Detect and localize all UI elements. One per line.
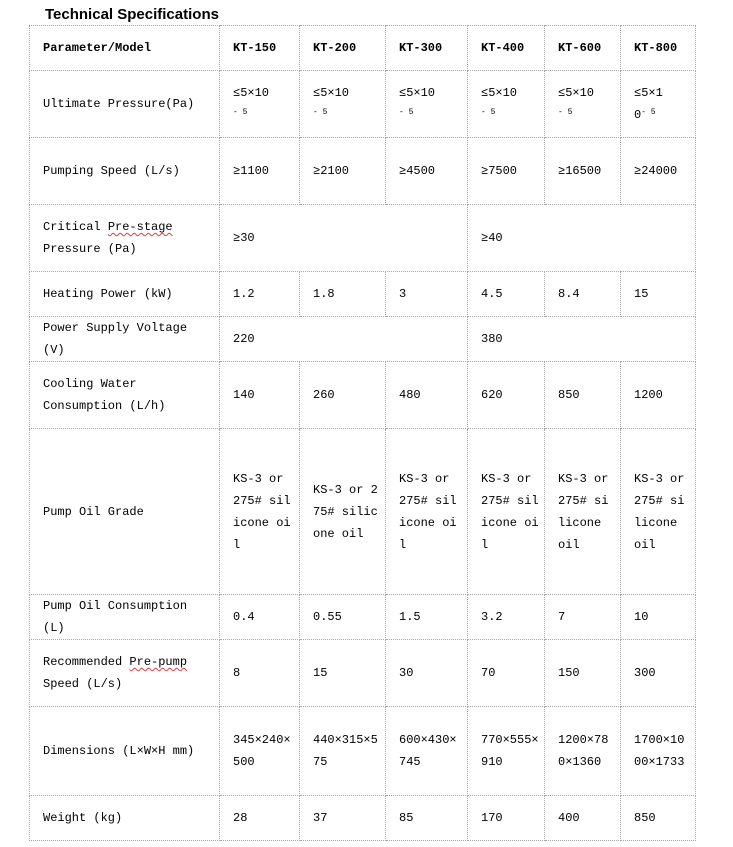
cell-oil-consumption-kt200: 0.55 xyxy=(300,595,386,640)
header-model-kt800: KT-800 xyxy=(621,26,696,71)
parameter-dimensions: Dimensions (L×W×H mm) xyxy=(30,707,220,796)
parameter-text-spellcheck: Pre-pump xyxy=(129,655,188,669)
value-main: ≤5×10 xyxy=(558,86,595,100)
cell-ultimate-pressure-kt200 xyxy=(300,71,386,138)
cell-heating-power-kt150: 1.2 xyxy=(220,272,300,317)
parameter-power-supply-voltage: Power Supply Voltage (V) xyxy=(30,317,220,362)
cell-oil-grade-kt400: KS-3 or 275# silicone oil xyxy=(468,429,545,595)
value-exponent: - 5 xyxy=(313,108,328,117)
cell-ultimate-pressure-kt800 xyxy=(621,71,696,138)
cell-dimensions-kt800: 1700×1000×1733 xyxy=(621,707,696,796)
value-exponent: - 5 xyxy=(481,108,496,117)
cell-pumping-speed-kt150: ≥1100 xyxy=(220,138,300,205)
value-exponent: - 5 xyxy=(399,108,414,117)
cell-pumping-speed-kt800: ≥24000 xyxy=(621,138,696,205)
value-exponent: - 5 xyxy=(233,108,248,117)
parameter-text: Recommended xyxy=(43,655,130,669)
cell-heating-power-kt600: 8.4 xyxy=(545,272,621,317)
parameter-pump-oil-consumption: Pump Oil Consumption (L) xyxy=(30,595,220,640)
cell-dimensions-kt600: 1200×780×1360 xyxy=(545,707,621,796)
value-main: ≤5×1 xyxy=(634,86,663,100)
table-row-dimensions xyxy=(30,707,696,796)
cell-oil-consumption-kt600: 7 xyxy=(545,595,621,640)
cell-prepump-speed-kt150: 8 xyxy=(220,640,300,707)
cell-critical-prestage-kt150-300: ≥30 xyxy=(220,205,468,272)
header-parameter: Parameter/Model xyxy=(30,26,220,71)
cell-heating-power-kt400: 4.5 xyxy=(468,272,545,317)
parameter-text: Speed (L/s) xyxy=(43,677,123,691)
value-main: ≤5×10 xyxy=(481,86,518,100)
cell-oil-consumption-kt300: 1.5 xyxy=(386,595,468,640)
cell-prepump-speed-kt400: 70 xyxy=(468,640,545,707)
cell-weight-kt150: 28 xyxy=(220,796,300,841)
cell-cooling-water-kt400: 620 xyxy=(468,362,545,429)
parameter-prepump-speed xyxy=(30,640,220,707)
table-row-ultimate-pressure xyxy=(30,71,696,138)
table-row-cooling-water xyxy=(30,362,696,429)
cell-heating-power-kt300: 3 xyxy=(386,272,468,317)
value-main: ≤5×10 xyxy=(399,86,436,100)
cell-pumping-speed-kt600: ≥16500 xyxy=(545,138,621,205)
table-row-pump-oil-consumption xyxy=(30,595,696,640)
cell-oil-grade-kt200: KS-3 or 275# silicone oil xyxy=(300,429,386,595)
header-model-kt300: KT-300 xyxy=(386,26,468,71)
cell-dimensions-kt200: 440×315×575 xyxy=(300,707,386,796)
table-row-heating-power xyxy=(30,272,696,317)
cell-pumping-speed-kt300: ≥4500 xyxy=(386,138,468,205)
cell-weight-kt400: 170 xyxy=(468,796,545,841)
header-model-kt150: KT-150 xyxy=(220,26,300,71)
cell-cooling-water-kt800: 1200 xyxy=(621,362,696,429)
header-model-kt400: KT-400 xyxy=(468,26,545,71)
cell-dimensions-kt300: 600×430×745 xyxy=(386,707,468,796)
cell-oil-consumption-kt150: 0.4 xyxy=(220,595,300,640)
cell-critical-prestage-kt400-800: ≥40 xyxy=(468,205,696,272)
cell-prepump-speed-kt600: 150 xyxy=(545,640,621,707)
parameter-critical-prestage-pressure xyxy=(30,205,220,272)
cell-voltage-kt150-300: 220 xyxy=(220,317,468,362)
cell-prepump-speed-kt200: 15 xyxy=(300,640,386,707)
cell-weight-kt200: 37 xyxy=(300,796,386,841)
cell-pumping-speed-kt200: ≥2100 xyxy=(300,138,386,205)
table-row-prepump-speed xyxy=(30,640,696,707)
value-main-cont: 0 xyxy=(634,108,642,122)
cell-heating-power-kt800: 15 xyxy=(621,272,696,317)
cell-cooling-water-kt600: 850 xyxy=(545,362,621,429)
cell-dimensions-kt150: 345×240×500 xyxy=(220,707,300,796)
parameter-pumping-speed: Pumping Speed (L/s) xyxy=(30,138,220,205)
cell-oil-grade-kt300: KS-3 or 275# silicone oil xyxy=(386,429,468,595)
cell-heating-power-kt200: 1.8 xyxy=(300,272,386,317)
header-model-kt200: KT-200 xyxy=(300,26,386,71)
cell-pumping-speed-kt400: ≥7500 xyxy=(468,138,545,205)
cell-weight-kt300: 85 xyxy=(386,796,468,841)
header-row xyxy=(30,26,696,71)
table-row-weight xyxy=(30,796,696,841)
parameter-text: Pressure (Pa) xyxy=(43,242,137,256)
table-row-power-supply-voltage xyxy=(30,317,696,362)
cell-dimensions-kt400: 770×555×910 xyxy=(468,707,545,796)
page-title: Technical Specifications xyxy=(45,6,219,23)
parameter-text-spellcheck: Pre-stage xyxy=(107,220,173,234)
value-main: ≤5×10 xyxy=(313,86,350,100)
cell-ultimate-pressure-kt150 xyxy=(220,71,300,138)
value-exponent: - 5 xyxy=(641,108,656,117)
cell-prepump-speed-kt300: 30 xyxy=(386,640,468,707)
cell-voltage-kt400-800: 380 xyxy=(468,317,696,362)
value-main: ≤5×10 xyxy=(233,86,270,100)
cell-ultimate-pressure-kt300 xyxy=(386,71,468,138)
cell-oil-grade-kt150: KS-3 or 275# silicone oil xyxy=(220,429,300,595)
cell-oil-consumption-kt400: 3.2 xyxy=(468,595,545,640)
cell-cooling-water-kt150: 140 xyxy=(220,362,300,429)
parameter-cooling-water: Cooling Water Consumption (L/h) xyxy=(30,362,220,429)
header-model-kt600: KT-600 xyxy=(545,26,621,71)
table-row-pump-oil-grade xyxy=(30,429,696,595)
cell-oil-grade-kt800: KS-3 or 275# silicone oil xyxy=(621,429,696,595)
table-row-critical-prestage-pressure xyxy=(30,205,696,272)
parameter-weight: Weight (kg) xyxy=(30,796,220,841)
parameter-ultimate-pressure: Ultimate Pressure(Pa) xyxy=(30,71,220,138)
parameter-heating-power: Heating Power (kW) xyxy=(30,272,220,317)
cell-oil-consumption-kt800: 10 xyxy=(621,595,696,640)
parameter-text: Critical xyxy=(43,220,108,234)
parameter-pump-oil-grade: Pump Oil Grade xyxy=(30,429,220,595)
cell-weight-kt800: 850 xyxy=(621,796,696,841)
table-row-pumping-speed xyxy=(30,138,696,205)
cell-ultimate-pressure-kt400 xyxy=(468,71,545,138)
cell-cooling-water-kt200: 260 xyxy=(300,362,386,429)
cell-prepump-speed-kt800: 300 xyxy=(621,640,696,707)
value-exponent: - 5 xyxy=(558,108,573,117)
spec-table xyxy=(29,25,696,841)
cell-oil-grade-kt600: KS-3 or 275# silicone oil xyxy=(545,429,621,595)
cell-ultimate-pressure-kt600 xyxy=(545,71,621,138)
cell-weight-kt600: 400 xyxy=(545,796,621,841)
cell-cooling-water-kt300: 480 xyxy=(386,362,468,429)
